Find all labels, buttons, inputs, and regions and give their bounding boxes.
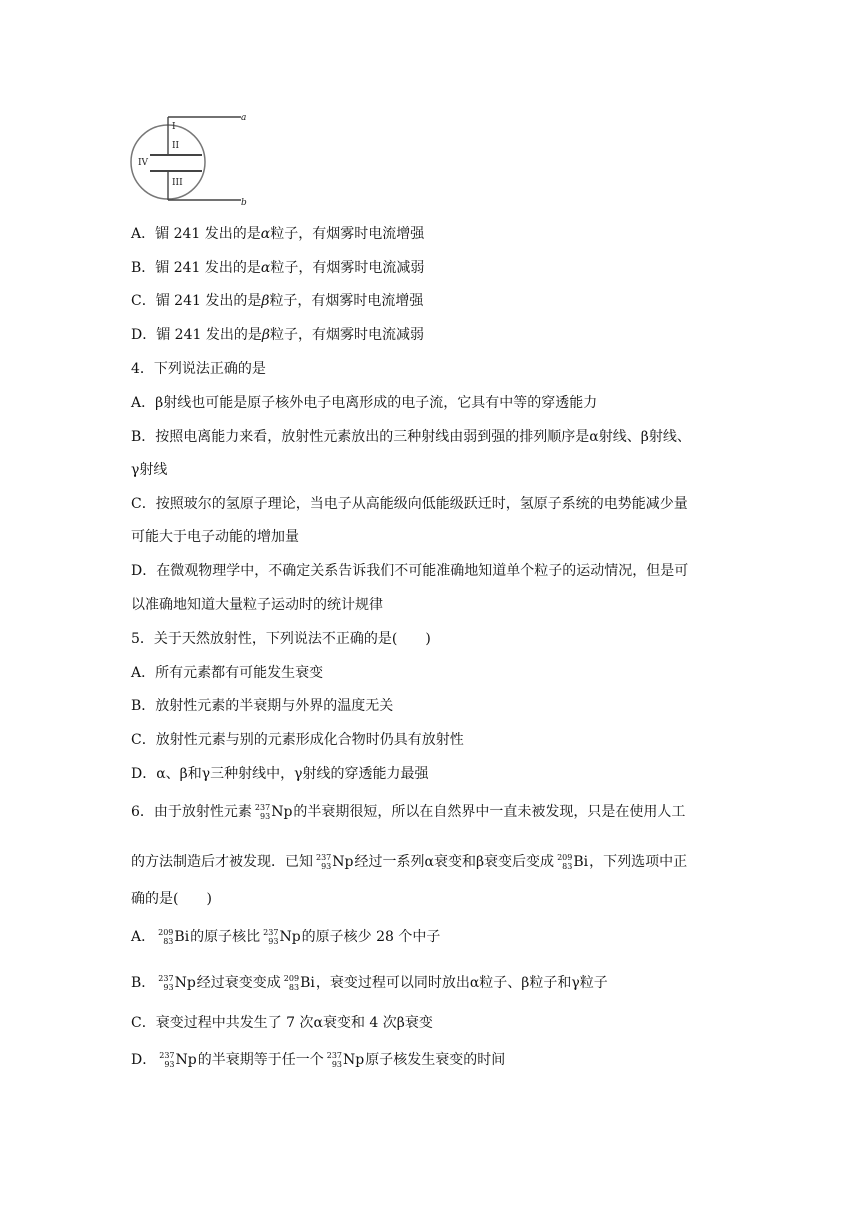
stem-text: 6．由于放射性元素 [131,804,252,820]
option-text: 粒子，有烟雾时电流增强 [269,293,424,309]
element-symbol: Bi [174,929,190,945]
q5-option-c: C．放射性元素与别的元素形成化合物时仍具有放射性 [131,732,464,748]
option-text: 的半衰期等于任一个 [197,1052,324,1068]
element-symbol: Np [175,1052,197,1068]
atomic-number: 93 [268,937,279,946]
nuclide-bi [284,973,315,993]
label-region-3: III [172,178,183,188]
q3-option-d [131,325,424,345]
option-letter: A． [131,929,156,945]
element-symbol: Np [279,929,301,945]
mass-number: 209 [283,974,300,983]
nuclide-np [158,973,196,993]
option-text: 镅 241 发出的是 [155,226,261,242]
mass-number: 209 [158,928,174,937]
greek-symbol: β [261,327,270,343]
option-text: 的原子核比 [190,929,261,945]
option-letter: A． [131,226,156,242]
mass-number: 237 [316,853,332,862]
stem-text: 的半衰期很短，所以在自然界中一直未被发现，只是在使用人工 [293,804,686,820]
q4-option-d-cont: 以准确地知道大量粒子运动时的统计规律 [131,597,383,613]
q3-option-c [131,291,423,311]
label-region-4: IV [138,158,149,168]
atomic-number: 93 [321,862,332,871]
option-text: 原子核发生衰变的时间 [365,1052,506,1068]
q6-stem-line-3: 确的是( ) [131,891,212,907]
q5-stem: 5．关于天然放射性，下列说法不正确的是( ) [131,631,431,647]
atomic-number: 93 [163,983,174,992]
label-terminal-a: a [241,113,247,123]
nuclide-np [263,927,301,947]
q6-option-b [131,973,608,993]
option-letter: B． [131,975,156,991]
stem-text: ，下列选项中正 [589,854,688,870]
q4-option-c: C．按照玻尔的氢原子理论，当电子从高能级向低能级跃迁时，氢原子系统的电势能减少量 [131,496,688,512]
nuclide-np [255,802,293,822]
q6-option-d [131,1050,505,1070]
label-region-1: I [172,122,176,132]
ionization-chamber-diagram [128,110,252,212]
option-letter: D． [131,327,157,343]
mass-number: 209 [557,853,573,862]
atomic-number: 93 [164,1060,175,1069]
element-symbol: Np [174,975,196,991]
q6-option-c: C．衰变过程中共发生了 7 次α衰变和 4 次β衰变 [131,1015,433,1031]
q3-option-a [131,224,424,244]
label-region-2: II [172,141,180,151]
q3-option-b [131,258,424,278]
q5-option-a: A．所有元素都有可能发生衰变 [131,665,324,681]
option-text: 镅 241 发出的是 [155,293,262,309]
mass-number: 237 [158,974,174,983]
option-letter: C． [131,293,156,309]
option-text: ，衰变过程可以同时放出α粒子、β粒子和γ粒子 [315,975,608,991]
nuclide-bi [557,852,588,872]
element-symbol: Np [332,854,354,870]
q4-option-a: A．β射线也可能是原子核外电子电离形成的电子流，它具有中等的穿透能力 [131,395,598,411]
diagram-svg [128,110,252,212]
option-text: 镅 241 发出的是 [156,327,262,343]
option-text: 镅 241 发出的是 [155,260,261,276]
atomic-number: 93 [331,1060,343,1069]
element-symbol: Bi [300,975,315,991]
option-text: 粒子，有烟雾时电流减弱 [270,260,425,276]
element-symbol: Np [271,804,293,820]
element-symbol: Bi [573,854,589,870]
option-letter: B． [131,260,156,276]
q6-stem-line-2 [131,852,687,872]
nuclide-np [316,852,354,872]
q6-option-a [131,927,440,947]
q4-stem: 4．下列说法正确的是 [131,361,266,377]
option-text: 经过衰变变成 [196,975,281,991]
mass-number: 237 [159,1051,175,1060]
q4-option-d: D．在微观物理学中，不确定关系告诉我们不可能准确地知道单个粒子的运动情况，但是可 [131,563,689,579]
q4-option-c-cont: 可能大于电子动能的增加量 [131,529,299,545]
atomic-number: 83 [562,862,573,871]
greek-symbol: β [261,293,270,309]
option-letter: D． [131,1052,157,1068]
q5-option-d: D．α、β和γ三种射线中，γ射线的穿透能力最强 [131,766,429,782]
nuclide-bi [158,927,189,947]
nuclide-np [327,1050,365,1070]
greek-symbol: α [260,226,271,242]
nuclide-np [159,1050,197,1070]
q6-stem-line-1 [131,802,685,822]
stem-text: 经过一系列α衰变和β衰变后变成 [354,854,555,870]
element-symbol: Np [343,1052,365,1068]
mass-number: 237 [254,803,271,812]
label-terminal-b: b [241,198,247,208]
option-text: 的原子核少 28 个中子 [301,929,441,945]
mass-number: 237 [326,1051,343,1060]
q5-option-b: B．放射性元素的半衰期与外界的温度无关 [131,698,394,714]
q4-option-b: B．按照电离能力来看，放射性元素放出的三种射线由弱到强的排列顺序是α射线、β射线、 [131,429,691,445]
atomic-number: 83 [163,937,174,946]
greek-symbol: α [260,260,271,276]
atomic-number: 83 [288,983,300,992]
stem-text: 的方法制造后才被发现．已知 [131,854,313,870]
mass-number: 237 [263,928,279,937]
option-text: 粒子，有烟雾时电流增强 [270,226,425,242]
q4-option-b-cont: γ射线 [131,462,168,478]
atomic-number: 93 [260,812,271,821]
option-text: 粒子，有烟雾时电流减弱 [269,327,424,343]
